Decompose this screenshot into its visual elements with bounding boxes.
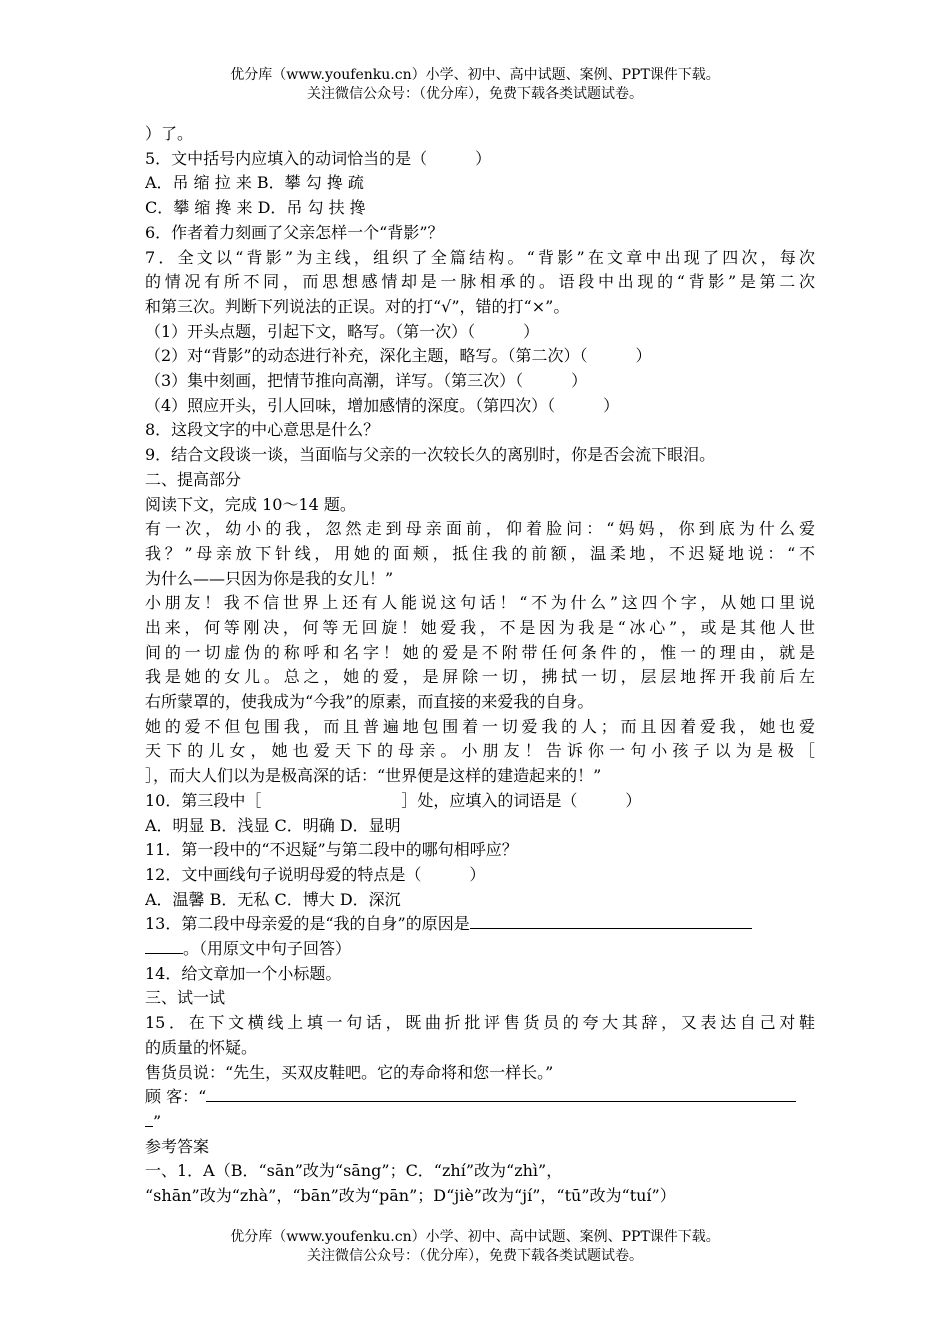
q7-item-1: （1）开头点题，引起下文，略写。（第一次）（ ） bbox=[145, 321, 540, 341]
q7-item-3: （3）集中刻画，把情节推向高潮，详写。（第三次）（ ） bbox=[145, 371, 588, 390]
page-footer bbox=[0, 1228, 950, 1266]
section-heading-2: 二、提高部分 bbox=[145, 469, 242, 489]
salesperson-line: 售货员说：“先生，买双皮鞋吧。它的寿命将和您一样长。” bbox=[145, 1062, 554, 1082]
footer-line-1: 优分库（www.youfenku.cn）小学、初中、高中试题、案例、PPT课件下载。 bbox=[230, 1229, 720, 1245]
passage-para-3: 她的爱不但包围我，而且普遍地包围着一切爱我的人；而且因着爱我，她也爱 bbox=[145, 716, 815, 736]
answer-1: 一、1．A（B．“sān”改为“sāng”；C．“zhí”改为“zhì”， bbox=[145, 1161, 563, 1181]
question-15: 15．在下文横线上填一句话，既曲折批评售货员的夸大其辞，又表达自己对鞋 bbox=[145, 1013, 815, 1033]
q7-item-2: （2）对“背影”的动态进行补充，深化主题，略写。（第二次）（ ） bbox=[145, 346, 652, 366]
header-line-2: 关注微信公众号：（优分库），免费下载各类试题试卷。 bbox=[307, 86, 643, 102]
passage-para-2-cont: 右所蒙罩的，使我成为“今我”的原素，而直接的来爱我的自身。 bbox=[145, 692, 594, 712]
question-15-cont: 的质量的怀疑。 bbox=[145, 1037, 258, 1057]
passage-para-1-cont: 我？”母亲放下针线，用她的面颊，抵住我的前额，温柔地，不迟疑地说：“不 bbox=[145, 543, 815, 563]
q7-item-4: （4）照应开头，引人回味，增加感情的深度。（第四次）（ ） bbox=[145, 395, 620, 415]
question-13 bbox=[145, 912, 815, 937]
passage-para-2: 小朋友！我不信世界上还有人能说这句话！“不为什么”这四个字，从她口里说 bbox=[145, 593, 815, 613]
page-header bbox=[0, 66, 950, 104]
question-7-cont: 和第三次。判断下列说法的正误。对的打“√”，错的打“×”。 bbox=[145, 296, 570, 316]
header-line-1: 优分库（www.youfenku.cn）小学、初中、高中试题、案例、PPT课件下载。 bbox=[230, 67, 720, 83]
question-10 bbox=[145, 789, 815, 814]
question-7-cont: 的情况有所不同，而思想感情却是一脉相承的。语段中出现的“背影”是第二次 bbox=[145, 272, 815, 292]
closing-quote: ” bbox=[153, 1111, 162, 1131]
q10-options: A．明显 B．浅显 C．明确 D．显明 bbox=[145, 815, 401, 835]
text-line: ）了。 bbox=[145, 124, 194, 143]
section-heading-3: 三、试一试 bbox=[145, 988, 226, 1008]
passage-para-2-cont: 出来，何等刚决，何等无回旋！她爱我，不是因为我是“冰心”，或是其他人世 bbox=[145, 617, 815, 637]
question-7: 7．全文以“背影”为主线，组织了全篇结构。“背影”在文章中出现了四次，每次 bbox=[145, 247, 815, 267]
document-body bbox=[145, 122, 815, 1209]
question-13-cont bbox=[145, 937, 815, 962]
question-11: 11．第一段中的“不迟疑”与第二段中的哪句相呼应？ bbox=[145, 840, 518, 860]
question-5: 5．文中括号内应填入的动词恰当的是（ ） bbox=[145, 148, 492, 168]
q13-text: 13．第二段中母亲爱的是“我的自身”的原因是 bbox=[145, 914, 470, 934]
q13-answer-line bbox=[470, 912, 752, 929]
question-6: 6．作者着力刻画了父亲怎样一个“背影”？ bbox=[145, 222, 444, 242]
customer-answer-line-2 bbox=[145, 1110, 153, 1127]
q13-hint: 。（用原文中句子回答） bbox=[183, 939, 352, 959]
q10-text-a: 10．第三段中［ bbox=[145, 790, 262, 810]
question-8: 8．这段文字的中心意思是什么？ bbox=[145, 420, 380, 440]
q5-options-ab: A．吊 缩 拉 来 B．攀 勾 搀 疏 bbox=[145, 173, 364, 193]
answer-1-cont: “shān”改为“zhà”，“bān”改为“pān”；D“jiè”改为“jí”，“tū”改为“tuí”） bbox=[145, 1186, 676, 1206]
passage-para-3-cont: 天下的儿女，她也爱天下的母亲。小朋友！告诉你一句小孩子以为是极［ bbox=[145, 741, 815, 761]
customer-answer-line bbox=[206, 1085, 796, 1102]
question-9: 9．结合文段谈一谈，当面临与父亲的一次较长久的离别时，你是否会流下眼泪。 bbox=[145, 445, 716, 465]
passage-para-1-cont: 为什么——只因为你是我的女儿！” bbox=[145, 568, 394, 588]
q5-options-cd: C．攀 缩 搀 来 D．吊 勾 扶 搀 bbox=[145, 198, 366, 218]
answers-heading: 参考答案 bbox=[145, 1136, 210, 1156]
passage-para-3-cont: ］，而大人们以为是极高深的话：“世界便是这样的建造起来的！” bbox=[145, 766, 602, 786]
passage-para-2-cont: 间的一切虚伪的称呼和名字！她的爱是不附带任何条件的，惟一的理由，就是 bbox=[145, 642, 815, 662]
q13-answer-line-2 bbox=[145, 937, 183, 954]
question-12: 12．文中画线句子说明母爱的特点是（ ） bbox=[145, 864, 486, 884]
customer-line-end bbox=[145, 1110, 815, 1135]
reading-instruction: 阅读下文，完成 10～14 题。 bbox=[145, 494, 356, 514]
passage-para-1: 有一次，幼小的我，忽然走到母亲面前，仰着脸问：“妈妈，你到底为什么爱 bbox=[145, 519, 815, 539]
customer-line bbox=[145, 1085, 815, 1110]
customer-label: 顾 客：“ bbox=[145, 1087, 207, 1107]
question-14: 14．给文章加一个小标题。 bbox=[145, 963, 342, 983]
footer-line-2: 关注微信公众号：（优分库），免费下载各类试题试卷。 bbox=[307, 1248, 643, 1264]
q10-text-b: ］处，应填入的词语是（ ） bbox=[401, 790, 642, 810]
passage-para-2-cont: 我是她的女儿。总之，她的爱，是屏除一切，拂拭一切，层层地挥开我前后左 bbox=[145, 667, 815, 687]
q12-options: A．温馨 B．无私 C．博大 D．深沉 bbox=[145, 889, 401, 909]
